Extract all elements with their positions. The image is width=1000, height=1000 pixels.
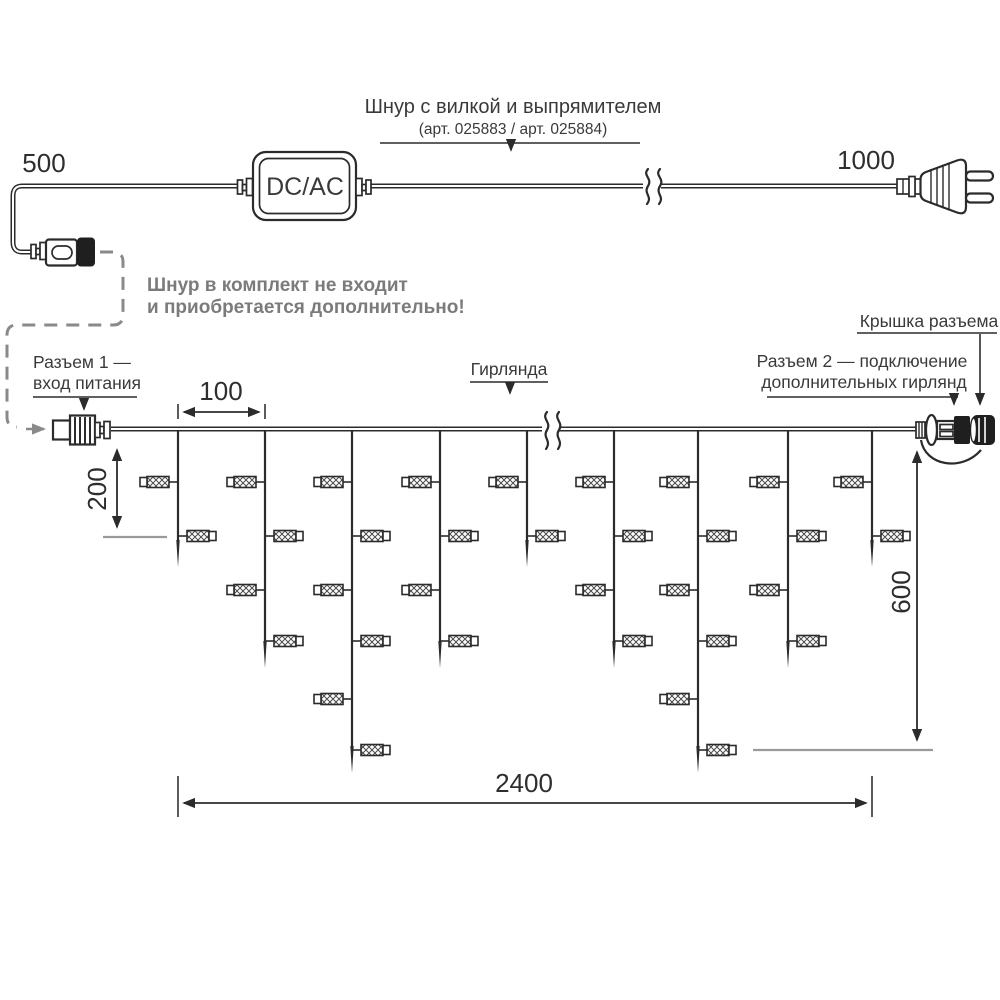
callout-connector2 xyxy=(757,351,968,404)
lamp xyxy=(660,694,698,705)
dim-drop-spacing xyxy=(178,376,265,419)
note-line2: и приобретается дополнительно! xyxy=(147,297,465,318)
converter-label: DC/AC xyxy=(266,173,344,201)
garland-drop xyxy=(227,431,303,668)
lamp xyxy=(314,585,352,596)
lamp xyxy=(178,531,216,542)
lamp xyxy=(489,477,527,488)
lamp xyxy=(614,531,652,542)
connector2-label-line1: Разъем 2 — подключение xyxy=(756,351,968,371)
lamp xyxy=(660,585,698,596)
garland-label: Гирлянда xyxy=(470,359,548,379)
garland-drop xyxy=(750,431,826,668)
lamp xyxy=(614,636,652,647)
cord-length-right: 1000 xyxy=(837,145,895,175)
mains-plug xyxy=(897,160,993,214)
garland-drops xyxy=(140,431,910,773)
converter-right-collar xyxy=(356,179,371,196)
garland-drop xyxy=(140,431,216,567)
cord-subtitle: (арт. 025883 / арт. 025884) xyxy=(418,121,608,138)
lamp xyxy=(440,531,478,542)
dashed-connection-path xyxy=(7,252,123,427)
cord-output-connector xyxy=(31,238,95,267)
lamp xyxy=(227,477,265,488)
connector2-label-line2: дополнительных гирлянд xyxy=(761,372,967,392)
garland-drop xyxy=(402,431,478,668)
plug-prong xyxy=(966,172,993,181)
dim-100-label: 100 xyxy=(199,376,243,406)
lamp xyxy=(834,477,872,488)
connector1-label-line2: вход питания xyxy=(33,373,141,393)
dim-2400-label: 2400 xyxy=(495,768,553,798)
lamp xyxy=(750,585,788,596)
dim-200-label: 200 xyxy=(82,467,112,511)
lamp xyxy=(576,477,614,488)
lamp xyxy=(698,636,736,647)
lamp xyxy=(698,531,736,542)
lamp xyxy=(788,531,826,542)
lamp xyxy=(402,477,440,488)
dc-ac-converter xyxy=(238,152,372,220)
lamp xyxy=(352,531,390,542)
note-line1: Шнур в комплект не входит xyxy=(147,275,408,296)
lamp xyxy=(750,477,788,488)
converter-left-collar xyxy=(238,179,253,196)
cord-length-left: 500 xyxy=(22,148,66,178)
connector-cap xyxy=(971,415,996,445)
garland-drop xyxy=(576,431,652,668)
dim-600-label: 600 xyxy=(886,570,916,614)
garland-drop xyxy=(834,431,910,567)
lamp xyxy=(314,694,352,705)
dim-short-drop xyxy=(82,450,167,537)
connector2 xyxy=(916,415,995,463)
lamp xyxy=(265,636,303,647)
connector1-label-line1: Разъем 1 — xyxy=(33,352,131,372)
lamp xyxy=(265,531,303,542)
cord-break-icon xyxy=(646,169,661,204)
lamp xyxy=(872,531,910,542)
lamp xyxy=(660,477,698,488)
lamp xyxy=(352,745,390,756)
lamp xyxy=(788,636,826,647)
dim-long-drop xyxy=(753,452,933,750)
connector1 xyxy=(53,416,110,445)
dim-total-length xyxy=(178,768,872,817)
cord-connector-cap xyxy=(77,238,95,267)
lamp xyxy=(352,636,390,647)
garland-drop xyxy=(660,431,736,773)
callout-garland xyxy=(470,359,548,393)
lamp xyxy=(440,636,478,647)
plug-prong xyxy=(966,194,993,203)
garland-drop xyxy=(489,431,565,567)
wire-break-icon xyxy=(545,412,560,449)
lamp xyxy=(314,477,352,488)
lamp xyxy=(402,585,440,596)
cap-label: Крышка разъема xyxy=(859,311,999,331)
garland-drop xyxy=(314,431,390,773)
cord-title: Шнур с вилкой и выпрямителем xyxy=(364,96,662,118)
lamp xyxy=(140,477,178,488)
garland-assembly xyxy=(33,311,999,817)
lamp xyxy=(576,585,614,596)
lamp xyxy=(227,585,265,596)
lamp xyxy=(527,531,565,542)
callout-connector1 xyxy=(33,352,141,409)
lamp xyxy=(698,745,736,756)
